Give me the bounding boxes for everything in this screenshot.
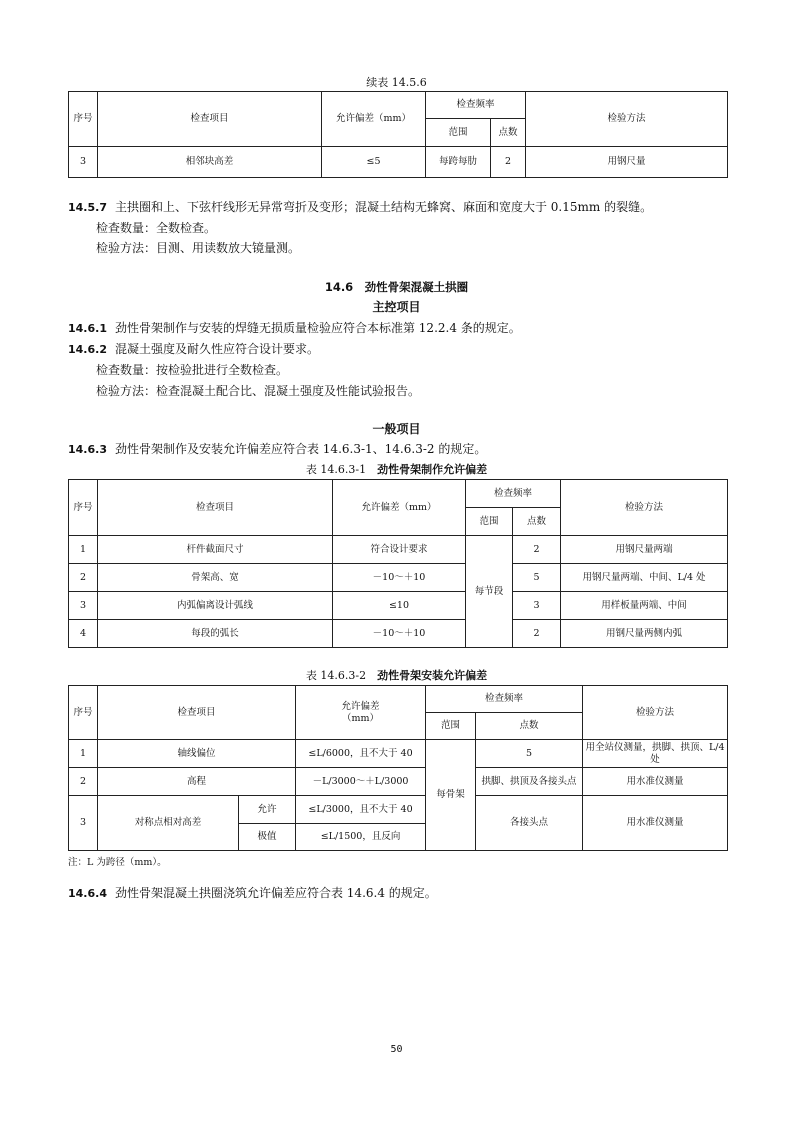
table-row: 3 内弧偏离设计弧线 ≤10 3 用样板量两端、中间 [69,592,728,620]
general-items-heading: 一般项目 [372,422,421,436]
table2-caption: 表 14.6.3-1 劲性骨架制作允许偏差 [305,463,488,476]
clause-14-6-4: 14.6.4 劲性骨架混凝土拱圈浇筑允许偏差应符合表 14.6.4 的规定。 [68,886,437,900]
table-row: 2 高程 －L/3000～＋L/3000 拱脚、拱顶及各接头点 用水准仪测量 [69,768,728,796]
th-no: 序号 [69,92,98,147]
table-row: 3 相邻块高差 ≤5 每跨每肋 2 用钢尺量 [69,147,728,178]
table3: 序号 检查项目 允许偏差 （mm） 检查频率 检验方法 范围 点数 1 轴线偏位 ≤L/6000，且不大于 40 每骨架 5 用全站仪测量，拱脚、拱顶、L/4 处 2 高程 －L/3000～＋L/3000 拱脚、拱顶及各接头点 用水准仪测量 3 对称点相对高差 允许 ≤L/3000，且不大于 40 各接头点 用水准仪测量 极值 ≤L/1500，且反向 [68,685,728,851]
table1 [68,91,728,178]
merged-scope: 每节段 [466,536,513,648]
th-tol: 允许偏差（mm） [322,92,426,147]
section-heading: 14.6 劲性骨架混凝土拱圈 [324,280,469,294]
main-items-heading: 主控项目 [372,300,421,314]
th-freq: 检查频率 [426,92,526,119]
table2: 序号 检查项目 允许偏差（mm） 检查频率 检验方法 范围 点数 1 杆件截面尺寸 符合设计要求 每节段 2 用钢尺量两端 2 骨架高、宽 －10～＋10 5 用钢尺量两端、中间、L/4 处 3 内弧偏离设计弧线 ≤10 3 用样板量两端、中间 4 每段的弧长 －10～＋10 2 用钢尺量两侧内弧 [68,479,728,648]
table-row: 2 骨架高、宽 －10～＋10 5 用钢尺量两端、中间、L/4 处 [69,564,728,592]
table3-caption: 表 14.6.3-2 劲性骨架安装允许偏差 [305,669,488,682]
table1-caption: 续表 14.5.6 [366,76,427,89]
table-row: 3 对称点相对高差 允许 ≤L/3000，且不大于 40 各接头点 用水准仪测量 [69,796,728,824]
clause-14-6-1: 14.6.1 劲性骨架制作与安装的焊缝无损质量检验应符合本标准第 12.2.4 条的规定。 [68,321,521,335]
clause-14-6-3: 14.6.3 劲性骨架制作及安装允许偏差应符合表 14.6.3-1、14.6.3-2 的规定。 [68,442,487,456]
table-row: 1 杆件截面尺寸 符合设计要求 每节段 2 用钢尺量两端 [69,536,728,564]
clause-14-6-2: 14.6.2 混凝土强度及耐久性应符合设计要求。 [68,342,319,356]
table-row: 1 轴线偏位 ≤L/6000，且不大于 40 每骨架 5 用全站仪测量，拱脚、拱顶、L/4 处 [69,740,728,768]
clause-14-5-7: 14.5.7 主拱圈和上、下弦杆线形无异常弯折及变形；混凝土结构无蜂窝、麻面和宽度大于 0.15mm 的裂缝。 [68,200,653,214]
clause-14-5-7-method: 检验方法：目测、用读数放大镜量测。 [96,241,301,255]
clause-14-6-2-qty: 检查数量：按检验批进行全数检查。 [96,363,289,377]
clause-14-6-2-method: 检验方法：检查混凝土配合比、混凝土强度及性能试验报告。 [96,384,421,398]
th-points: 点数 [491,119,526,147]
th-item: 检查项目 [98,92,322,147]
th-method: 检验方法 [526,92,728,147]
page-number: 50 [390,1044,403,1055]
clause-14-5-7-qty: 检查数量：全数检查。 [96,221,217,235]
th-scope: 范围 [426,119,491,147]
table-row: 极值 ≤L/1500，且反向 [69,824,728,851]
table-row: 4 每段的弧长 －10～＋10 2 用钢尺量两侧内弧 [69,620,728,648]
table3-note: 注：L 为跨径（mm）。 [68,857,167,868]
merged-scope: 每骨架 [426,740,476,851]
